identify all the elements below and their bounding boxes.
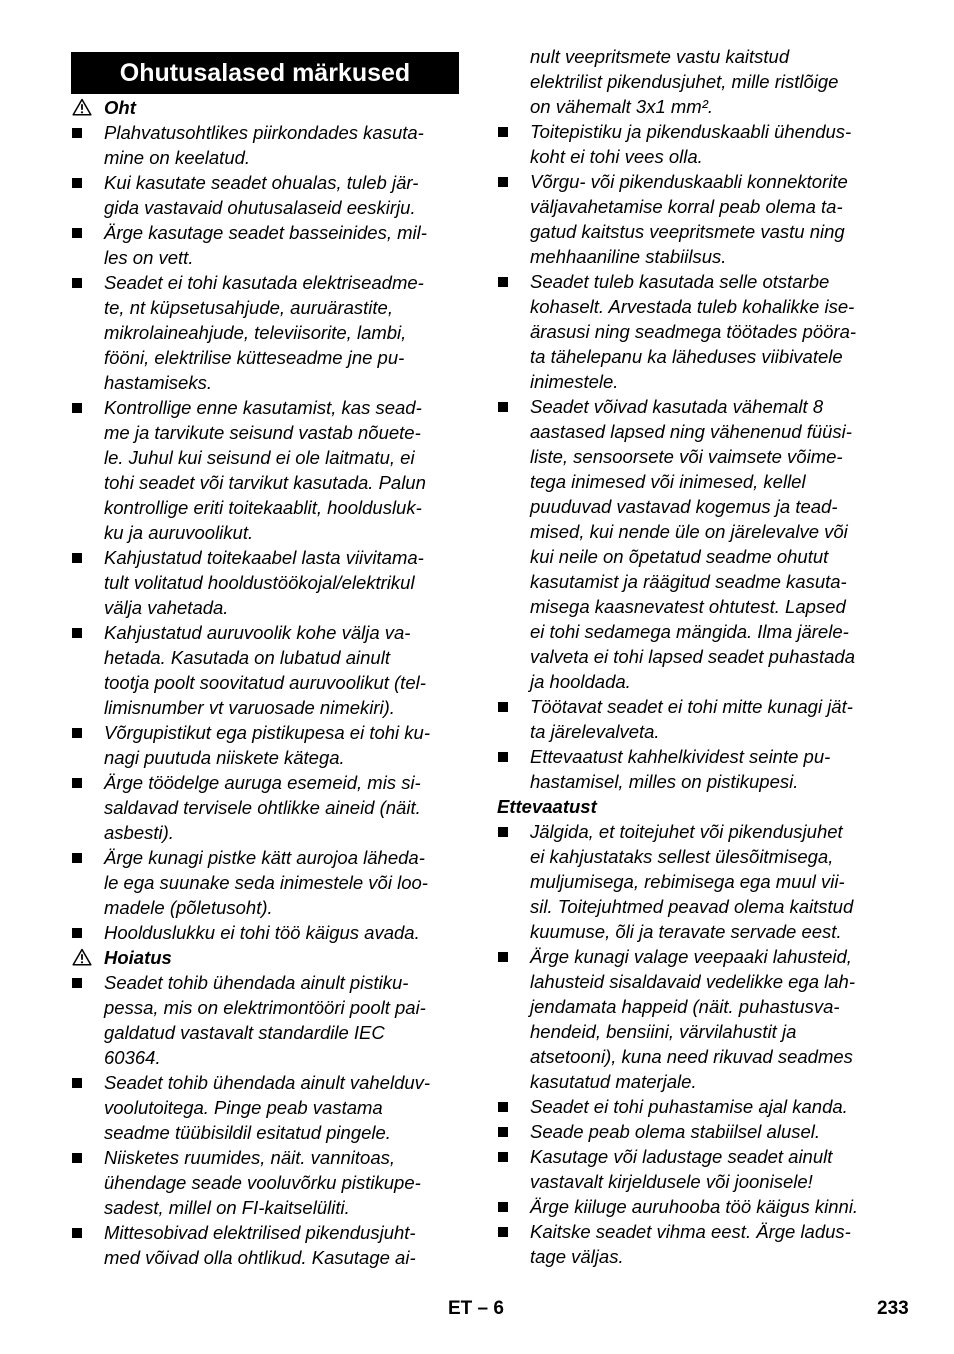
square-bullet-icon [498, 702, 508, 712]
text-line: ühendage seade vooluvõrku pistikupe- [104, 1172, 421, 1193]
text-line: Võrgu- või pikenduskaabli konnektorite [530, 171, 848, 192]
text-line: Kaitske seadet vihma eest. Ärge ladus- [530, 1221, 851, 1242]
text-line: valveta ei tohi lapsed seadet puhastada [530, 646, 856, 667]
square-bullet-icon [72, 1228, 82, 1238]
text-line: vastavalt kirjeldusele või joonisele! [530, 1171, 813, 1192]
text-line: välja vahetada. [104, 597, 229, 618]
text-line: Seadet ei tohi puhastamise ajal kanda. [530, 1096, 848, 1117]
text-line: saldavad tervisele ohtlikke aineid (näit. [104, 797, 421, 818]
list-item [71, 720, 459, 770]
subsection-heading [71, 945, 459, 970]
text-line: kasutatud materjale. [530, 1071, 697, 1092]
subsection-heading [497, 794, 887, 819]
text-line: hastamiseks. [104, 372, 212, 393]
square-bullet-icon [72, 853, 82, 863]
text-line: Hoiatus [104, 947, 172, 968]
text-line: gatud kaitstus veepritsmete vastu ning [530, 221, 845, 242]
text-line: Hoolduslukku ei tohi töö käigus avada. [104, 922, 420, 943]
square-bullet-icon [498, 177, 508, 187]
square-bullet-icon [72, 778, 82, 788]
square-bullet-icon [72, 278, 82, 288]
text-line: Seadet tuleb kasutada selle otstarbe [530, 271, 830, 292]
text-line: lahusteid sisaldavaid vedelikke ega lah- [530, 971, 855, 992]
section-title: Ohutusalased märkused [71, 52, 459, 94]
square-bullet-icon [72, 1078, 82, 1088]
text-line: jendamata happeid (näit. puhastusva- [530, 996, 840, 1017]
text-line: Seadet võivad kasutada vähemalt 8 [530, 396, 824, 417]
text-line: Kahjustatud toitekaabel lasta viivitama- [104, 547, 424, 568]
square-bullet-icon [72, 628, 82, 638]
text-line: fööni, elektrilise kütteseadme jne pu- [104, 347, 405, 368]
list-item [71, 970, 459, 1070]
text-line: Mittesobivad elektrilised pikendusjuht- [104, 1222, 416, 1243]
text-line: atsetooni), kuna need rikuvad seadmes [530, 1046, 853, 1067]
list-item [497, 819, 887, 944]
text-line: mehhaaniline stabiilsus. [530, 246, 727, 267]
text-line: nagi puutuda niiskete kätega. [104, 747, 345, 768]
right-column [497, 44, 887, 1269]
list-item [497, 1144, 887, 1194]
text-line: aastased lapsed ning vähenenud füüsi- [530, 421, 852, 442]
list-item [497, 394, 887, 694]
list-item [71, 1070, 459, 1145]
text-line: le ega suunake seda inimestele või loo- [104, 872, 428, 893]
list-item [71, 220, 459, 270]
left-column [71, 44, 459, 1270]
list-item [497, 169, 887, 269]
text-line: ta tähelepanu ka läheduses viibivatele [530, 346, 843, 367]
text-line: le. Juhul kui seisund ei ole laitmatu, ei [104, 447, 415, 468]
text-line: tult volitatud hooldustöökojal/elektrikul [104, 572, 415, 593]
text-line: Kontrollige enne kasutamist, kas sead- [104, 397, 422, 418]
text-line: nult veepritsmete vastu kaitstud [530, 46, 790, 67]
text-line: voolutoitega. Pinge peab vastama [104, 1097, 383, 1118]
text-line: tohi seadet või tarvikut kasutada. Palun [104, 472, 426, 493]
text-line: limisnumber vt varuosade nimekiri). [104, 697, 395, 718]
square-bullet-icon [498, 1152, 508, 1162]
text-line: seadme tüübisildil esitatud pingele. [104, 1122, 391, 1143]
text-line: Ärge kasutage seadet basseinides, mil- [104, 222, 427, 243]
text-line: Töötavat seadet ei tohi mitte kunagi jät- [530, 696, 853, 717]
list-item [71, 845, 459, 920]
text-line: kuumuse, õli ja teravate servade eest. [530, 921, 842, 942]
text-line: madele (põletusoht). [104, 897, 273, 918]
square-bullet-icon [72, 228, 82, 238]
list-item [71, 120, 459, 170]
text-line: kasutamist ja räägitud seadme kasuta- [530, 571, 847, 592]
text-line: les on vett. [104, 247, 194, 268]
text-line: Võrgupistikut ega pistikupesa ei tohi ku- [104, 722, 430, 743]
square-bullet-icon [72, 1153, 82, 1163]
text-line: Plahvatusohtlikes piirkondades kasuta- [104, 122, 424, 143]
list-item [71, 270, 459, 395]
text-line: mikrolaineahjude, televiisorite, lambi, [104, 322, 407, 343]
text-line: Kasutage või ladustage seadet ainult [530, 1146, 833, 1167]
square-bullet-icon [498, 1202, 508, 1212]
text-line: te, nt küpsetusahjude, auruärastite, [104, 297, 393, 318]
footer-section-label: ET – 6 [448, 1298, 504, 1319]
text-line: Seadet tohib ühendada ainult vahelduv- [104, 1072, 431, 1093]
list-item [497, 1119, 887, 1144]
text-line: ta järelevalveta. [530, 721, 660, 742]
square-bullet-icon [498, 127, 508, 137]
text-line: misega kaasnevatest ohtutest. Lapsed [530, 596, 846, 617]
text-line: asbesti). [104, 822, 174, 843]
text-line: med võivad olla ohtlikud. Kasutage ai- [104, 1247, 416, 1268]
list-item [71, 920, 459, 945]
text-line: sil. Toitejuhtmed peavad olema kaitstud [530, 896, 854, 917]
text-line: mised, kui nende üle on järelevalve või [530, 521, 848, 542]
list-item [497, 1219, 887, 1269]
text-line: Seadet tohib ühendada ainult pistiku- [104, 972, 409, 993]
left-content [71, 95, 459, 1270]
text-line: galdatud vastavalt standardile IEC [104, 1022, 385, 1043]
square-bullet-icon [72, 928, 82, 938]
warning-triangle-icon [72, 98, 92, 116]
text-line: Ärge kiiluge auruhooba töö käigus kinni. [530, 1196, 859, 1217]
list-item [71, 620, 459, 720]
text-line: ja hooldada. [530, 671, 631, 692]
text-line: Seade peab olema stabiilsel alusel. [530, 1121, 821, 1142]
list-item [497, 1094, 887, 1119]
list-item [497, 944, 887, 1094]
text-line: Niisketes ruumides, näit. vannitoas, [104, 1147, 395, 1168]
square-bullet-icon [72, 178, 82, 188]
text-line: kontrollige eriti toitekaablit, hooldusluk- [104, 497, 422, 518]
square-bullet-icon [498, 277, 508, 287]
text-line: Ärge kunagi pistke kätt aurojoa läheda- [104, 847, 425, 868]
list-item [497, 694, 887, 744]
text-line: hastamisel, milles on pistikupesi. [530, 771, 799, 792]
text-line: koht ei tohi vees olla. [530, 146, 703, 167]
text-line: hendeid, bensiini, värvilahustit ja [530, 1021, 797, 1042]
list-item [71, 545, 459, 620]
list-item-continuation [497, 44, 887, 119]
list-item [71, 770, 459, 845]
list-item [497, 1194, 887, 1219]
subsection-heading [71, 95, 459, 120]
square-bullet-icon [72, 403, 82, 413]
text-line: mine on keelatud. [104, 147, 251, 168]
list-item [71, 395, 459, 545]
warning-triangle-icon [72, 948, 92, 966]
text-line: väljavahetamise korral peab olema ta- [530, 196, 843, 217]
text-line: Ettevaatust kahhelkividest seinte pu- [530, 746, 831, 767]
text-line: pessa, mis on elektrimontööri poolt pai- [104, 997, 426, 1018]
square-bullet-icon [72, 728, 82, 738]
text-line: Ärge kunagi valage veepaaki lahusteid, [530, 946, 852, 967]
text-line: ku ja auruvoolikut. [104, 522, 254, 543]
text-line: on vähemalt 3x1 mm². [530, 96, 714, 117]
list-item [71, 1220, 459, 1270]
text-line: me ja tarvikute seisund vastab nõuete- [104, 422, 421, 443]
square-bullet-icon [498, 1102, 508, 1112]
square-bullet-icon [498, 1127, 508, 1137]
square-bullet-icon [498, 402, 508, 412]
text-line: inimestele. [530, 371, 619, 392]
text-line: Ettevaatust [497, 796, 597, 817]
text-line: ärasusi ning seadmega töötades pööra- [530, 321, 857, 342]
list-item [71, 170, 459, 220]
text-line: Toitepistiku ja pikenduskaabli ühendus- [530, 121, 852, 142]
text-line: tootja poolt soovitatud auruvoolikut (tel- [104, 672, 426, 693]
square-bullet-icon [498, 952, 508, 962]
right-content [497, 44, 887, 1269]
text-line: gida vastavaid ohutusalaseid eeskirju. [104, 197, 416, 218]
square-bullet-icon [72, 978, 82, 988]
text-line: elektrilist pikendusjuhet, mille ristlõige [530, 71, 839, 92]
text-line: kui neile on õpetatud seadme ohutut [530, 546, 829, 567]
list-item [497, 119, 887, 169]
square-bullet-icon [72, 128, 82, 138]
list-item [497, 744, 887, 794]
text-line: sadest, millel on FI-kaitselüliti. [104, 1197, 350, 1218]
text-line: puuduvad vastavad kogemus ja tead- [530, 496, 838, 517]
text-line: Oht [104, 97, 136, 118]
square-bullet-icon [498, 1227, 508, 1237]
list-item [71, 1145, 459, 1220]
text-line: ei kahjustataks sellest ülesõitmisega, [530, 846, 834, 867]
text-line: hetada. Kasutada on lubatud ainult [104, 647, 390, 668]
footer-page-number: 233 [877, 1298, 909, 1319]
text-line: muljumisega, rebimisega ega muul vii- [530, 871, 845, 892]
text-line: tega inimesed või inimesed, kellel [530, 471, 806, 492]
text-line: tage väljas. [530, 1246, 624, 1267]
square-bullet-icon [498, 752, 508, 762]
square-bullet-icon [498, 827, 508, 837]
text-line: Kui kasutate seadet ohualas, tuleb jär- [104, 172, 419, 193]
text-line: Seadet ei tohi kasutada elektriseadme- [104, 272, 424, 293]
square-bullet-icon [72, 553, 82, 563]
text-line: liste, sensoorsete või vaimsete võime- [530, 446, 843, 467]
text-line: Kahjustatud auruvoolik kohe välja va- [104, 622, 411, 643]
text-line: ei tohi sedamega mängida. Ilma järele- [530, 621, 849, 642]
text-line: Jälgida, et toitejuhet või pikendusjuhet [530, 821, 843, 842]
list-item [497, 269, 887, 394]
text-line: 60364. [104, 1047, 161, 1068]
text-line: kohaselt. Arvestada tuleb kohalikke ise- [530, 296, 855, 317]
text-line: Ärge töödelge auruga esemeid, mis si- [104, 772, 421, 793]
